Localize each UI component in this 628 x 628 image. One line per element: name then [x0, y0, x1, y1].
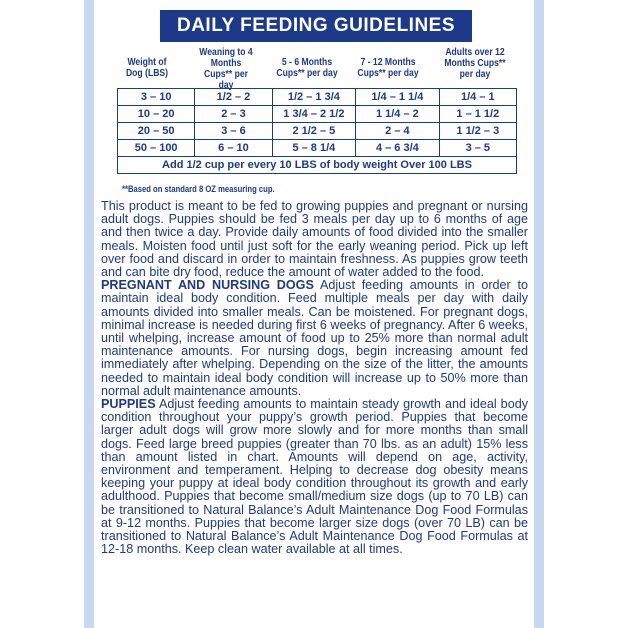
table-cell: 1 1/2 – 3	[439, 123, 516, 140]
table-row	[118, 89, 517, 106]
puppies-text: Adjust feeding amounts to maintain steady growth and ideal body condition throughout your puppy’s growth period. Puppies that become larger adult dogs will grow more slowly and for more months than small dogs. Feed large breed puppies (greater than 70 lbs. as an adult) 15% less than amount listed in chart. Amounts will depend on age, activity, environment and temperament. Helping to decrease dog obesity means keeping your puppy at ideal body condition throughout its growth and early adulthood. Puppies that become small/medium size dogs (up to 70 LB) can be transitioned to Natural Balance’s Adult Maintenance Dog Food Formulas at 9-12 months. Puppies that become larger size dogs (over 70 LB) can be transitioned to Natural Balance’s Adult Maintenance Dog Food Formulas at 12-18 months. Keep clean water available at all times.	[101, 397, 528, 557]
table-header-row	[114, 46, 520, 91]
header-5-6-months: 5 - 6 Months Cups** per day	[276, 56, 338, 79]
table-note-row	[118, 157, 517, 174]
footnote: **Based on standard 8 OZ measuring cup.	[122, 184, 275, 194]
table-cell: 1/2 – 1 3/4	[272, 89, 356, 106]
table-cell: 2 – 3	[195, 106, 272, 123]
table-row	[118, 123, 517, 140]
table-cell: 4 – 6 3/4	[356, 140, 440, 157]
table-cell: 5 – 8 1/4	[272, 140, 356, 157]
feeding-table	[117, 88, 517, 174]
table-cell: 1 3/4 – 2 1/2	[272, 106, 356, 123]
header-adults: Adults over 12 Months Cups** per day	[444, 46, 506, 80]
table-cell: 10 – 20	[118, 106, 195, 123]
puppies-heading: PUPPIES	[101, 397, 156, 412]
table-note: Add 1/2 cup per every 10 LBS of body weight Over 100 LBS	[118, 157, 517, 174]
table-cell: 1 1/4 – 2	[356, 106, 440, 123]
header-weight: Weight of Dog (LBS)	[125, 56, 169, 79]
table-cell: 3 – 10	[118, 89, 195, 106]
puppies-paragraph	[101, 398, 528, 556]
table-cell: 1/4 – 1 1/4	[356, 89, 440, 106]
table-cell: 3 – 6	[195, 123, 272, 140]
header-weaning: Weaning to 4 Months Cups** per day	[199, 46, 253, 91]
table-cell: 1/4 – 1	[439, 89, 516, 106]
pregnant-heading: PREGNANT AND NURSING DOGS	[101, 278, 314, 293]
table-cell: 6 – 10	[195, 140, 272, 157]
table-row	[118, 106, 517, 123]
table-row	[118, 140, 517, 157]
pregnant-text: Adjust feeding amounts in order to maintain ideal body condition. Feed multiple meals per day with daily amounts divided into smaller meals. Can be moistened. For pregnant dogs, minimal increase is needed during first 6 weeks of pregnancy. After 6 weeks, until whelping, increase amount of food up to 25% more than normal adult maintenance amounts. For nursing dogs, begin increasing amount fed immediately after whelping. Depending on the size of the litter, the amounts needed to maintain ideal body condition will increase up to 50% more than normal adult maintenance amounts.	[101, 278, 528, 398]
table-cell: 2 – 4	[356, 123, 440, 140]
page-title: DAILY FEEDING GUIDELINES	[160, 10, 472, 42]
table-cell: 2 1/2 – 5	[272, 123, 356, 140]
body-text	[101, 200, 528, 556]
intro-paragraph: This product is meant to be fed to growing puppies and pregnant or nursing adult dogs. Puppies should be fed 3 meals per day up to 6 months of age and then twice a day. Provide daily amounts of food divided into the smaller meals. Moisten food until just soft for the early weaning period. Pick up left over food and discard in order to maintain freshness. As puppies grow teeth and can bite dry food, reduce the amount of water added to the food.	[101, 199, 528, 280]
table-cell: 1/2 – 2	[195, 89, 272, 106]
table-cell: 1 – 1 1/2	[439, 106, 516, 123]
pregnant-paragraph	[101, 279, 528, 398]
table-cell: 3 – 5	[439, 140, 516, 157]
header-7-12-months: 7 - 12 Months Cups** per day	[357, 56, 419, 79]
table-cell: 50 – 100	[118, 140, 195, 157]
table-cell: 20 – 50	[118, 123, 195, 140]
